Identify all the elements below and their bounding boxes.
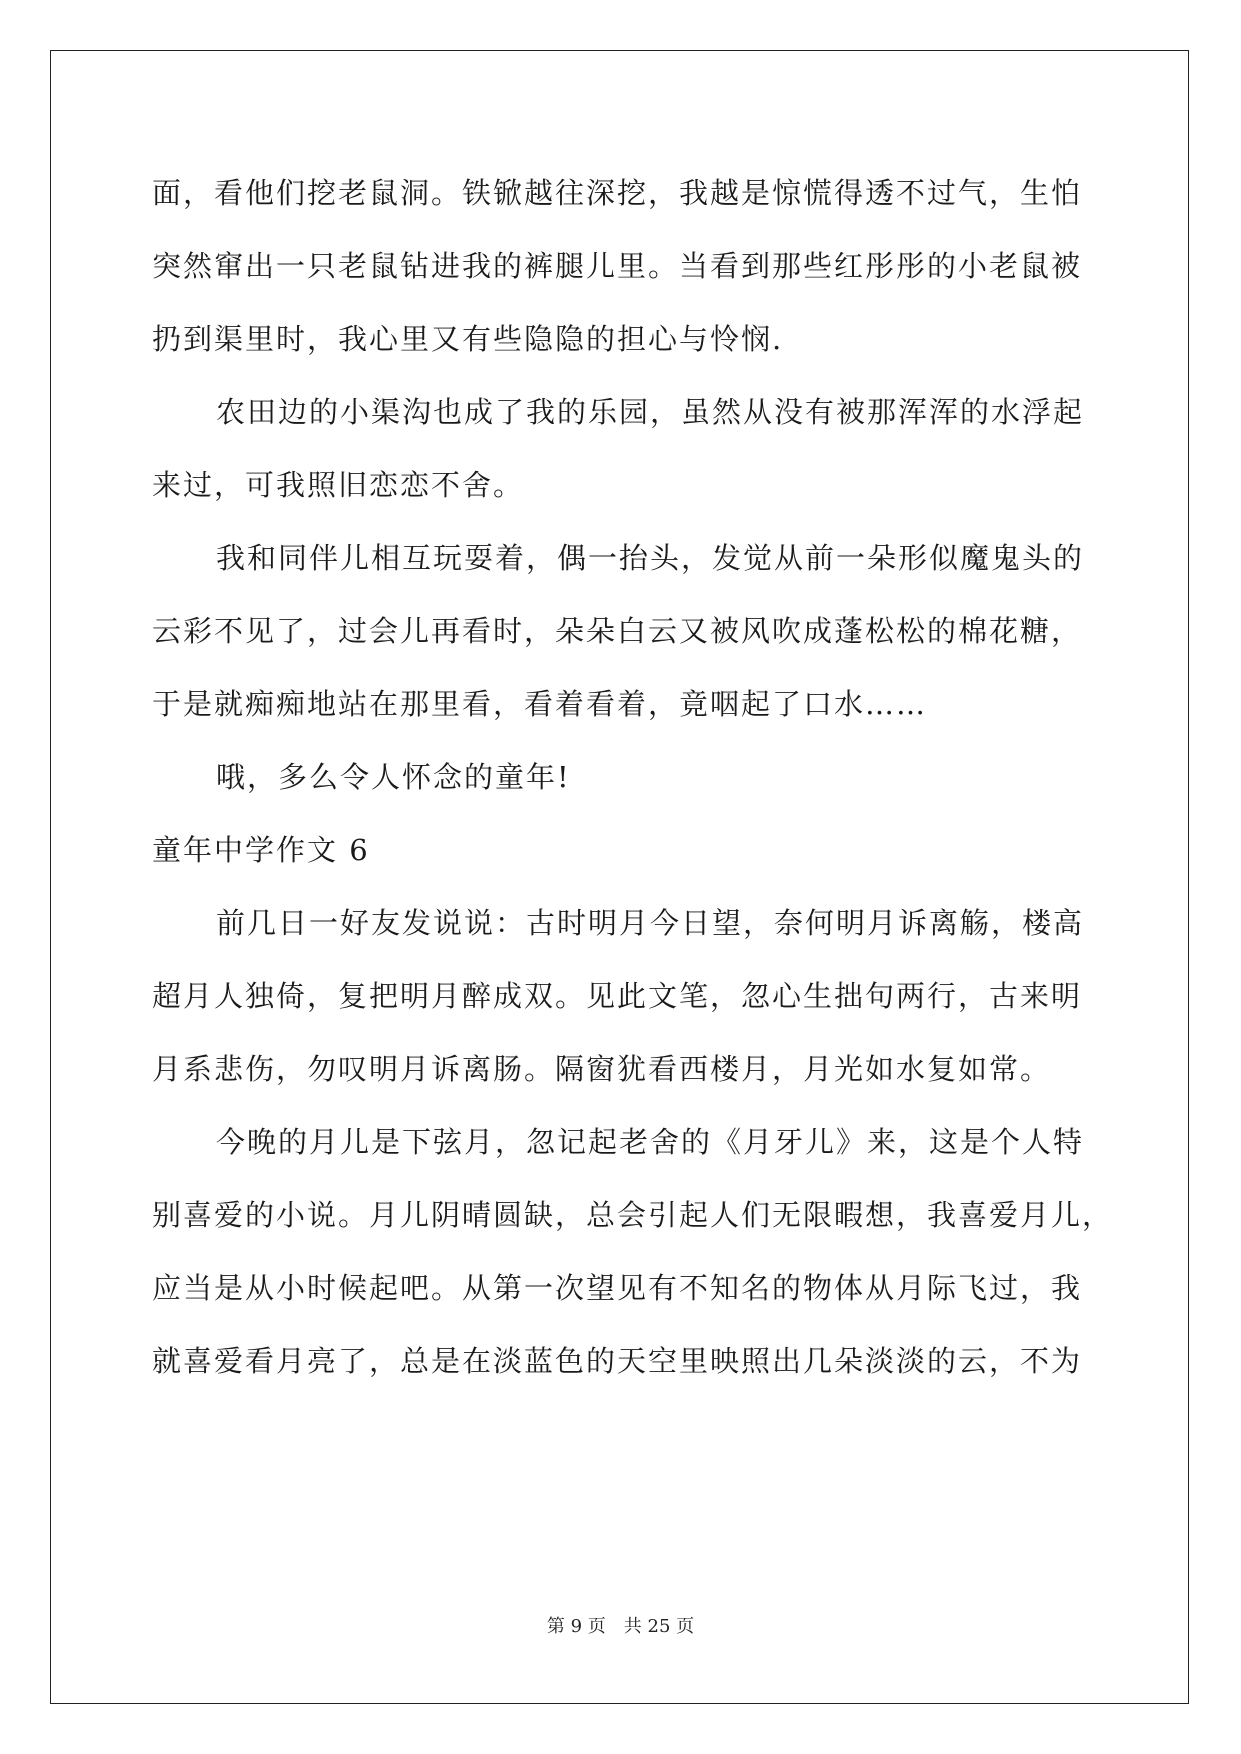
text-line: 云彩不见了，过会儿再看时，朵朵白云又被风吹成蓬松松的棉花糖， [152, 614, 1083, 648]
page-border [50, 50, 1189, 1704]
paragraph-start-line: 哦，多么令人怀念的童年! [216, 760, 571, 794]
text-line: 来过，可我照旧恋恋不舍。 [152, 468, 525, 502]
text-line: 扔到渠里时，我心里又有些隐隐的担心与怜悯. [152, 322, 784, 356]
text-line: 别喜爱的小说。月儿阴晴圆缺，总会引起人们无限暇想，我喜爱月儿， [152, 1198, 1114, 1232]
text-line: 面，看他们挖老鼠洞。铁锨越往深挖，我越是惊慌得透不过气，生怕 [152, 176, 1083, 210]
text-line: 就喜爱看月亮了，总是在淡蓝色的天空里映照出几朵淡淡的云，不为 [152, 1344, 1083, 1378]
text-line: 月系悲伤，勿叹明月诉离肠。隔窗犹看西楼月，月光如水复如常。 [152, 1052, 1052, 1086]
text-line: 于是就痴痴地站在那里看，看着看着，竟咽起了口水…… [152, 687, 928, 721]
text-line: 突然窜出一只老鼠钻进我的裤腿儿里。当看到那些红彤彤的小老鼠被 [152, 249, 1083, 283]
section-heading: 童年中学作文 6 [152, 833, 370, 867]
paragraph-start-line: 今晚的月儿是下弦月，忽记起老舍的《月牙儿》来，这是个人特 [216, 1125, 1085, 1159]
text-line: 应当是从小时候起吧。从第一次望见有不知名的物体从月际飞过，我 [152, 1271, 1083, 1305]
paragraph-start-line: 我和同伴儿相互玩耍着，偶一抬头，发觉从前一朵形似魔鬼头的 [216, 541, 1085, 575]
paragraph-start-line: 农田边的小渠沟也成了我的乐园，虽然从没有被那浑浑的水浮起 [216, 395, 1085, 429]
text-line: 超月人独倚，复把明月醉成双。见此文笔，忽心生拙句两行，古来明 [152, 979, 1083, 1013]
paragraph-start-line: 前几日一好友发说说：古时明月今日望，奈何明月诉离觞，楼高 [216, 906, 1085, 940]
page-number-footer: 第 9 页 共 25 页 [546, 1616, 695, 1637]
